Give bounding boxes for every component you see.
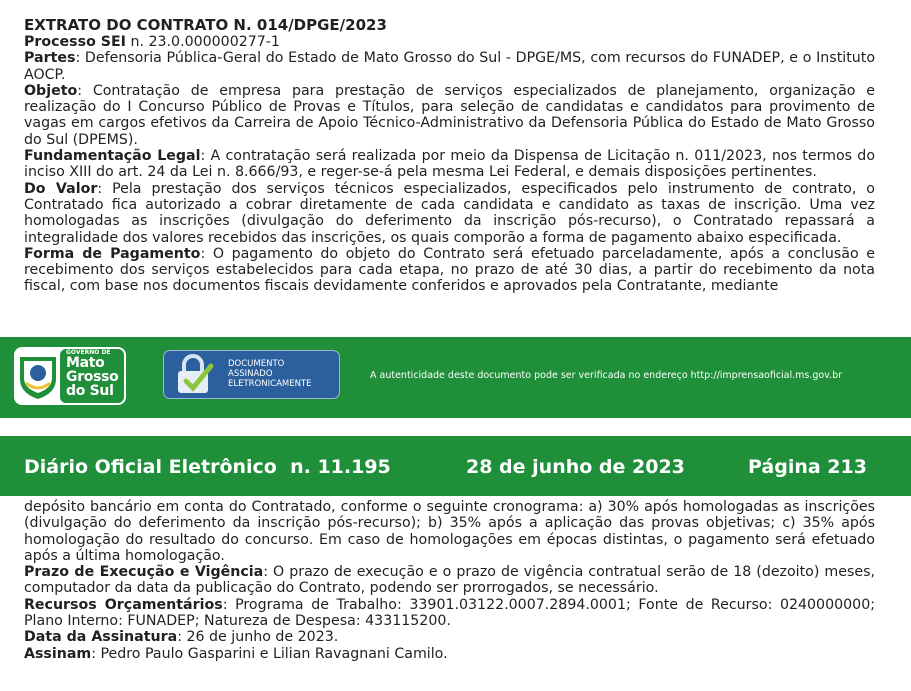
page-break bbox=[0, 418, 911, 436]
valor-paragraph bbox=[24, 181, 875, 246]
extract-title: EXTRATO DO CONTRATO N. 014/DPGE/2023 bbox=[24, 16, 387, 34]
data-assinatura-label: Data da Assinatura bbox=[24, 629, 178, 646]
gazette-date: 28 de junho de 2023 bbox=[466, 456, 685, 478]
pagamento-value: : O pagamento do objeto do Contrato será efetuado parceladamente, após a conclusão e recebimento dos serviços estabelecidos para cada etapa, no prazo de até 30 dias, a partir do recebimento da nota fiscal, com base nos documentos fiscais devidamente conferidos e aprovados pela Contratante, mediante bbox=[24, 245, 875, 295]
prazo-value: : O prazo de execução e o prazo de vigência contratual serão de 18 (dezoito) meses, computador da data da publicação do Contrato, podendo ser prorrogados, se necessário. bbox=[24, 564, 875, 597]
pagamento-continuation: depósito bancário em conta do Contratado, conforme o seguinte cronograma: a) 30% após homologadas as inscrições (divulgação do deferimento da inscrição pós-recurso); b) 35% após a aplicação das provas objetivas; c) 35% após homologação do resultado do concurso. Em caso de homologações em épocas distintas, o pagamento será efetuado após a última homologação. bbox=[24, 499, 875, 564]
fundamentacao-label: Fundamentação Legal bbox=[24, 148, 201, 165]
assinam-label: Assinam bbox=[24, 645, 92, 662]
processo-paragraph bbox=[24, 34, 875, 50]
assinam-value: : Pedro Paulo Gasparini e Lilian Ravagnani Camilo. bbox=[91, 645, 448, 662]
valor-label: Do Valor bbox=[24, 180, 98, 197]
fundamentacao-paragraph bbox=[24, 148, 875, 181]
seal-caption bbox=[228, 359, 312, 389]
electronic-signature-seal bbox=[163, 350, 340, 399]
recursos-paragraph bbox=[24, 597, 875, 630]
partes-paragraph bbox=[24, 50, 875, 83]
recursos-value: : Programa de Trabalho: 33901.03122.0007.2894.0001; Fonte de Recurso: 0240000000; Plano Interno: FUNADEP; Natureza de Despesa: 433115200. bbox=[24, 596, 875, 630]
contract-extract-part-2 bbox=[24, 499, 875, 662]
pagamento-label: Forma de Pagamento bbox=[24, 245, 201, 262]
data-assinatura-paragraph bbox=[24, 629, 875, 645]
objeto-value: : Contratação de empresa para prestação de serviços especializados de planejamento, organização e realização do I Concurso Público de Provas e Títulos, para seleção de candidatas e candidatos para provimento de vagas em cargos efetivos da Carreira de Apoio Técnico-Administrativo da Defensoria Pública do Estado de Mato Grosso do Sul (DPEMS). bbox=[24, 82, 875, 148]
prazo-paragraph bbox=[24, 564, 875, 597]
contract-extract-part-1 bbox=[24, 17, 875, 295]
processo-value: n. 23.0.000000277-1 bbox=[125, 34, 280, 50]
padlock-check-icon bbox=[170, 352, 226, 396]
gazette-title: Diário Oficial Eletrônico n. 11.195 bbox=[24, 456, 391, 478]
partes-value: : Defensoria Pública-Geral do Estado de Mato Grosso do Sul - DPGE/MS, com recursos do FUNADEP, e o Instituto AOCP. bbox=[24, 50, 875, 83]
objeto-paragraph bbox=[24, 83, 875, 148]
pagamento-paragraph bbox=[24, 246, 875, 295]
processo-label: Processo SEI bbox=[24, 34, 126, 50]
prazo-label: Prazo de Execução e Vigência bbox=[24, 564, 264, 581]
gov-line-2: Grosso bbox=[66, 369, 119, 385]
partes-label: Partes bbox=[24, 50, 76, 67]
seal-line-3: ELETRONICAMENTE bbox=[228, 379, 312, 389]
valor-value: : Pela prestação dos serviços técnicos especializados, especificados pelo instrumento de contrato, o Contratado fica autorizado a cobrar diretamente de cada candidata e candidato as taxas de inscrição. Uma vez homologadas as inscrições (divulgação do deferimento da inscrição pós-recurso), o Contratado repassará a integralidade dos valores recebidos das inscrições, os quais comporão a forma de pagamento abaixo especificada. bbox=[24, 180, 875, 246]
gov-small-label: GOVERNO DE bbox=[66, 349, 111, 356]
recursos-label: Recursos Orçamentários bbox=[24, 596, 223, 613]
fundamentacao-value: : A contratação será realizada por meio da Dispensa de Licitação n. 011/2023, nos termos do inciso XIII do art. 24 da Lei n. 8.666/93, e reger-se-á pela mesma Lei Federal, e demais disposições pertinentes. bbox=[24, 148, 875, 181]
seal-line-2: ASSINADO bbox=[228, 369, 273, 379]
assinam-paragraph bbox=[24, 646, 875, 662]
government-wordmark bbox=[66, 349, 119, 398]
seal-line-1: DOCUMENTO bbox=[228, 359, 285, 369]
authenticity-notice: A autenticidade deste documento pode ser verificada no endereço http://imprensaoficial.ms.gov.br bbox=[370, 370, 843, 381]
objeto-label: Objeto bbox=[24, 82, 78, 99]
page-number: Página 213 bbox=[748, 456, 867, 478]
gov-line-1: Mato bbox=[66, 355, 105, 371]
gov-line-3: do Sul bbox=[66, 383, 114, 399]
data-assinatura-value: : 26 de junho de 2023. bbox=[177, 629, 339, 646]
page-header bbox=[0, 436, 911, 496]
